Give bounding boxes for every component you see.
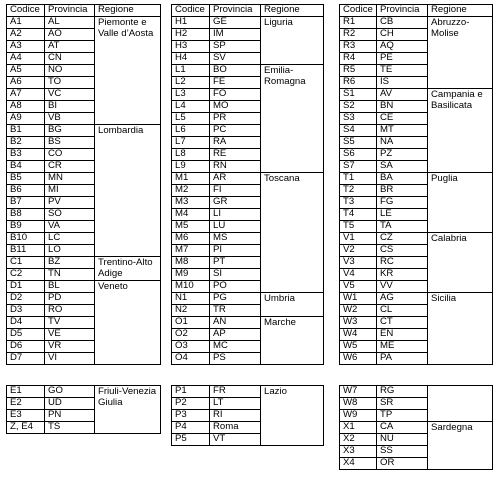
code-cell: E2	[7, 398, 45, 410]
table-row	[172, 293, 324, 305]
province-cell: PI	[210, 245, 261, 257]
province-cell: PG	[210, 293, 261, 305]
header-row	[172, 5, 324, 17]
province-cell: LI	[210, 209, 261, 221]
province-cell: RA	[210, 137, 261, 149]
region-cell: Marche	[261, 317, 324, 365]
province-cell: VV	[377, 281, 428, 293]
code-cell: B4	[7, 161, 45, 173]
province-cell: GO	[45, 386, 95, 398]
province-cell: VR	[45, 341, 95, 353]
province-cell: AG	[377, 293, 428, 305]
code-cell: W8	[340, 398, 377, 410]
province-cell: RC	[377, 257, 428, 269]
table-row	[172, 173, 324, 185]
region-cell: Trentino-Alto Adige	[95, 257, 161, 281]
province-cell: KR	[377, 269, 428, 281]
region-cell: Sicilia	[428, 293, 493, 365]
province-cell: IM	[210, 29, 261, 41]
province-cell: TA	[377, 221, 428, 233]
code-cell: D5	[7, 329, 45, 341]
code-cell: B3	[7, 149, 45, 161]
code-cell: B10	[7, 233, 45, 245]
code-cell: B1	[7, 125, 45, 137]
code-cell: S6	[340, 149, 377, 161]
province-cell: CN	[45, 53, 95, 65]
region-cell: Toscana	[261, 173, 324, 293]
code-cell: W9	[340, 410, 377, 422]
code-cell: B9	[7, 221, 45, 233]
province-cell: BG	[45, 125, 95, 137]
column-header-code: Codice	[172, 5, 210, 17]
code-cell: L2	[172, 77, 210, 89]
province-cell: LO	[45, 245, 95, 257]
code-cell: L9	[172, 161, 210, 173]
code-cell: W5	[340, 341, 377, 353]
province-cell: SR	[377, 398, 428, 410]
province-cell: FR	[210, 386, 261, 398]
province-cell: CH	[377, 29, 428, 41]
province-cell: TN	[45, 269, 95, 281]
code-cell: H3	[172, 41, 210, 53]
table-row	[340, 386, 493, 398]
code-cell: W3	[340, 317, 377, 329]
code-cell: X4	[340, 458, 377, 470]
province-cell: NA	[377, 137, 428, 149]
province-cell: IS	[377, 77, 428, 89]
codes-table-center	[171, 4, 324, 365]
province-cell: PT	[210, 257, 261, 269]
code-cell: X2	[340, 434, 377, 446]
code-cell: B5	[7, 173, 45, 185]
code-cell: M7	[172, 245, 210, 257]
code-cell: E1	[7, 386, 45, 398]
column-header-province: Provincia	[45, 5, 95, 17]
province-cell: AQ	[377, 41, 428, 53]
code-cell: L6	[172, 125, 210, 137]
province-cell: RN	[210, 161, 261, 173]
table-row	[340, 293, 493, 305]
code-cell: O1	[172, 317, 210, 329]
province-cell: MC	[210, 341, 261, 353]
region-cell: Calabria	[428, 233, 493, 293]
code-cell: N2	[172, 305, 210, 317]
province-cell: Roma	[210, 422, 261, 434]
code-cell: W4	[340, 329, 377, 341]
code-cell: W7	[340, 386, 377, 398]
region-cell: Campania e Basilicata	[428, 89, 493, 173]
province-cell: MI	[45, 185, 95, 197]
province-cell: BL	[45, 281, 95, 293]
table-row	[7, 386, 161, 398]
province-cell: CS	[377, 245, 428, 257]
province-cell: VB	[45, 113, 95, 125]
codes-table-friuli	[6, 385, 161, 434]
province-cell: RO	[45, 305, 95, 317]
province-cell: SI	[210, 269, 261, 281]
code-cell: M3	[172, 197, 210, 209]
table-row	[340, 89, 493, 101]
code-cell: S2	[340, 101, 377, 113]
code-cell: O4	[172, 353, 210, 365]
code-cell: X3	[340, 446, 377, 458]
province-cell: TE	[377, 65, 428, 77]
code-cell: M10	[172, 281, 210, 293]
province-cell: LT	[210, 398, 261, 410]
code-cell: R4	[340, 53, 377, 65]
province-cell: EN	[377, 329, 428, 341]
codes-table-islands	[339, 385, 493, 470]
table-row	[340, 173, 493, 185]
code-cell: S5	[340, 137, 377, 149]
province-cell: CA	[377, 422, 428, 434]
province-cell: PN	[45, 410, 95, 422]
code-cell: P2	[172, 398, 210, 410]
province-cell: AT	[45, 41, 95, 53]
code-cell: B11	[7, 245, 45, 257]
province-cell: GE	[210, 17, 261, 29]
code-cell: A3	[7, 41, 45, 53]
region-cell: Emilia-Romagna	[261, 65, 324, 173]
code-cell: M8	[172, 257, 210, 269]
code-cell: L5	[172, 113, 210, 125]
province-cell: BO	[210, 65, 261, 77]
province-cell: AV	[377, 89, 428, 101]
province-cell: UD	[45, 398, 95, 410]
province-cell: PO	[210, 281, 261, 293]
province-cell: OR	[377, 458, 428, 470]
code-cell: M5	[172, 221, 210, 233]
region-cell: Lazio	[261, 386, 324, 446]
code-cell: L8	[172, 149, 210, 161]
code-cell: N1	[172, 293, 210, 305]
province-cell: AR	[210, 173, 261, 185]
code-cell: B6	[7, 185, 45, 197]
code-cell: R2	[340, 29, 377, 41]
province-cell: NU	[377, 434, 428, 446]
province-cell: VT	[210, 434, 261, 446]
province-cell: CB	[377, 17, 428, 29]
province-cell: PZ	[377, 149, 428, 161]
code-cell: T1	[340, 173, 377, 185]
province-cell: BS	[45, 137, 95, 149]
header-row	[340, 5, 493, 17]
code-cell: O2	[172, 329, 210, 341]
code-cell: V1	[340, 233, 377, 245]
code-cell: R5	[340, 65, 377, 77]
province-cell: PS	[210, 353, 261, 365]
region-cell: Sardegna	[428, 422, 493, 470]
code-cell: L4	[172, 101, 210, 113]
province-cell: ME	[377, 341, 428, 353]
table-row	[340, 422, 493, 434]
province-cell: BN	[377, 101, 428, 113]
code-cell: X1	[340, 422, 377, 434]
column-header-region: Regione	[261, 5, 324, 17]
code-cell: P3	[172, 410, 210, 422]
code-cell: W1	[340, 293, 377, 305]
code-cell: A4	[7, 53, 45, 65]
code-cell: Z, E4	[7, 422, 45, 434]
province-cell: BA	[377, 173, 428, 185]
code-cell: M4	[172, 209, 210, 221]
province-cell: SA	[377, 161, 428, 173]
code-cell: W2	[340, 305, 377, 317]
column-header-region: Regione	[428, 5, 493, 17]
code-cell: C2	[7, 269, 45, 281]
table-row	[172, 317, 324, 329]
code-cell: V3	[340, 257, 377, 269]
province-cell: CR	[45, 161, 95, 173]
code-cell: A6	[7, 77, 45, 89]
table-row	[172, 17, 324, 29]
province-cell: VE	[45, 329, 95, 341]
codes-table-south	[339, 4, 493, 365]
province-cell: AO	[45, 29, 95, 41]
province-cell: MN	[45, 173, 95, 185]
province-cell: LU	[210, 221, 261, 233]
province-cell: RE	[210, 149, 261, 161]
code-cell: P1	[172, 386, 210, 398]
province-cell: TP	[377, 410, 428, 422]
province-cell: VI	[45, 353, 95, 365]
province-cell: FE	[210, 77, 261, 89]
region-cell: Piemonte e Valle d’Aosta	[95, 17, 161, 125]
province-cell: SV	[210, 53, 261, 65]
province-cell: TR	[210, 305, 261, 317]
code-cell: A7	[7, 89, 45, 101]
column-header-province: Provincia	[377, 5, 428, 17]
region-cell: Umbria	[261, 293, 324, 317]
code-cell: L7	[172, 137, 210, 149]
codes-table-north	[6, 4, 161, 365]
code-cell: T4	[340, 209, 377, 221]
column-header-province: Provincia	[210, 5, 261, 17]
code-cell: A8	[7, 101, 45, 113]
code-cell: B7	[7, 197, 45, 209]
table-row	[7, 125, 161, 137]
province-cell: SS	[377, 446, 428, 458]
code-cell: W6	[340, 353, 377, 365]
code-cell: L3	[172, 89, 210, 101]
region-cell: Liguria	[261, 17, 324, 65]
codes-table-lazio	[171, 385, 324, 446]
province-cell: SP	[210, 41, 261, 53]
code-cell: T2	[340, 185, 377, 197]
table-row	[340, 17, 493, 29]
province-cell: NO	[45, 65, 95, 77]
code-cell: M2	[172, 185, 210, 197]
code-cell: C1	[7, 257, 45, 269]
code-cell: E3	[7, 410, 45, 422]
code-cell: V5	[340, 281, 377, 293]
code-cell: P4	[172, 422, 210, 434]
code-cell: V4	[340, 269, 377, 281]
province-cell: BI	[45, 101, 95, 113]
province-cell: FI	[210, 185, 261, 197]
code-cell: D4	[7, 317, 45, 329]
code-cell: T3	[340, 197, 377, 209]
code-cell: B8	[7, 209, 45, 221]
header-row	[7, 5, 161, 17]
province-cell: FO	[210, 89, 261, 101]
province-cell: BR	[377, 185, 428, 197]
region-cell: Friuli-Venezia Giulia	[95, 386, 161, 434]
province-cell: PA	[377, 353, 428, 365]
region-cell: Abruzzo-Molise	[428, 17, 493, 89]
table-row	[7, 17, 161, 29]
code-cell: P5	[172, 434, 210, 446]
code-cell: A2	[7, 29, 45, 41]
province-cell: CL	[377, 305, 428, 317]
code-cell: S4	[340, 125, 377, 137]
province-cell: RI	[210, 410, 261, 422]
region-cell: Veneto	[95, 281, 161, 365]
province-cell: SO	[45, 209, 95, 221]
code-cell: S7	[340, 161, 377, 173]
code-cell: D2	[7, 293, 45, 305]
code-cell: H2	[172, 29, 210, 41]
code-cell: A9	[7, 113, 45, 125]
code-cell: M9	[172, 269, 210, 281]
code-cell: R1	[340, 17, 377, 29]
code-cell: D7	[7, 353, 45, 365]
region-cell: Lombardia	[95, 125, 161, 257]
province-cell: VC	[45, 89, 95, 101]
province-cell: LC	[45, 233, 95, 245]
column-header-code: Codice	[340, 5, 377, 17]
code-cell: L1	[172, 65, 210, 77]
province-cell: AP	[210, 329, 261, 341]
province-cell: TS	[45, 422, 95, 434]
code-cell: S3	[340, 113, 377, 125]
table-row	[7, 257, 161, 269]
province-cell: VA	[45, 221, 95, 233]
province-cell: CT	[377, 317, 428, 329]
province-cell: PC	[210, 125, 261, 137]
province-cell: FG	[377, 197, 428, 209]
code-cell: H4	[172, 53, 210, 65]
province-cell: AL	[45, 17, 95, 29]
code-cell: R3	[340, 41, 377, 53]
table-row	[340, 233, 493, 245]
province-cell: CZ	[377, 233, 428, 245]
region-cell	[428, 386, 493, 422]
province-cell: MS	[210, 233, 261, 245]
code-cell: A5	[7, 65, 45, 77]
province-cell: GR	[210, 197, 261, 209]
column-header-code: Codice	[7, 5, 45, 17]
province-cell: MO	[210, 101, 261, 113]
province-cell: CO	[45, 149, 95, 161]
code-cell: M1	[172, 173, 210, 185]
code-cell: O3	[172, 341, 210, 353]
code-cell: D3	[7, 305, 45, 317]
province-cell: CE	[377, 113, 428, 125]
province-cell: AN	[210, 317, 261, 329]
table-row	[172, 386, 324, 398]
code-cell: S1	[340, 89, 377, 101]
region-cell: Puglia	[428, 173, 493, 233]
code-cell: B2	[7, 137, 45, 149]
province-cell: MT	[377, 125, 428, 137]
province-cell: PD	[45, 293, 95, 305]
province-cell: PE	[377, 53, 428, 65]
code-cell: T5	[340, 221, 377, 233]
code-cell: D1	[7, 281, 45, 293]
province-cell: PV	[45, 197, 95, 209]
code-cell: R6	[340, 77, 377, 89]
province-cell: TV	[45, 317, 95, 329]
column-header-region: Regione	[95, 5, 161, 17]
code-cell: A1	[7, 17, 45, 29]
province-cell: RG	[377, 386, 428, 398]
code-cell: H1	[172, 17, 210, 29]
province-cell: PR	[210, 113, 261, 125]
province-cell: TO	[45, 77, 95, 89]
code-cell: D6	[7, 341, 45, 353]
province-cell: LE	[377, 209, 428, 221]
code-cell: V2	[340, 245, 377, 257]
table-row	[172, 65, 324, 77]
province-cell: BZ	[45, 257, 95, 269]
code-cell: M6	[172, 233, 210, 245]
table-row	[7, 281, 161, 293]
